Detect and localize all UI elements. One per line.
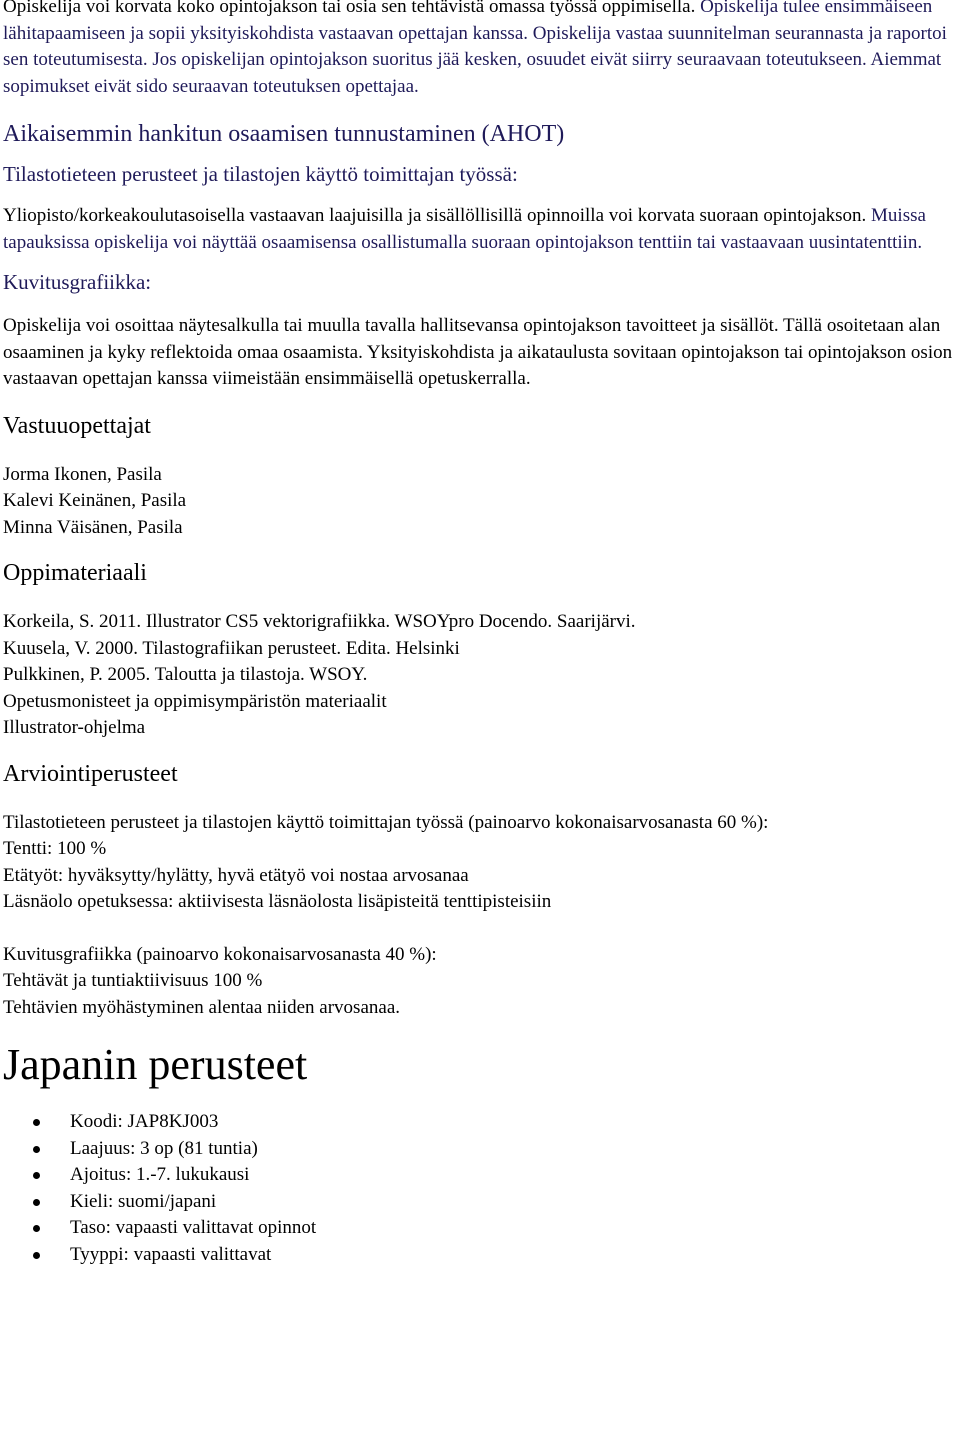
course-title: Japanin perusteet bbox=[3, 1040, 308, 1089]
course-detail-item: Kieli: suomi/japani bbox=[3, 1189, 957, 1216]
intro-paragraph bbox=[3, 0, 957, 100]
intro-text-black: Opiskelija voi korvata koko opintojakson tai osia sen tehtävistä omassa työssä oppimisella. bbox=[3, 0, 696, 17]
teacher-line: Jorma Ikonen, Pasila bbox=[3, 463, 162, 485]
spacer bbox=[3, 916, 957, 942]
assessment-group-statistics bbox=[3, 810, 957, 916]
assessment-line: Läsnäolo opetuksessa: aktiivisesta läsnäolosta lisäpisteitä tenttipisteisiin bbox=[3, 891, 552, 912]
materials-list bbox=[3, 609, 957, 742]
assessment-line: Tehtävät ja tuntiaktiivisuus 100 % bbox=[3, 970, 263, 991]
ahot-illustration-heading: Kuvitusgrafiikka: bbox=[3, 270, 152, 294]
course-detail-item: Koodi: JAP8KJ003 bbox=[3, 1109, 957, 1136]
ahot-statistics-paragraph bbox=[3, 203, 957, 256]
intro-text-navy: Opiskelija tulee ensimmäiseen lähitapaamiseen ja sopii yksityiskohdista vastaavan opettajan kanssa. Opiskelija vastaa suunnitelman seurannasta ja raportoi sen toteutumisesta. Jos opiskelijan opintojakson suoritus jää kesken, osuudet eivät siirry seuraavaan toteutukseen. Aiemmat sopimukset eivät sido seuraavan toteutuksen opettajaa. bbox=[3, 0, 947, 97]
course-detail-item: Laajuus: 3 op (81 tuntia) bbox=[3, 1136, 957, 1163]
assessment-line: Kuvitusgrafiikka (painoarvo kokonaisarvosanasta 40 %): bbox=[3, 943, 437, 965]
ahot-illustration-paragraph: Opiskelija voi osoittaa näytesalkulla tai muulla tavalla hallitsevansa opintojakson tavoitteet ja sisällöt. Tällä osoitetaan alan osaaminen ja kyky reflektoida omaa osaamista. Yksityiskohdista ja aikataulusta sovitaan opintojakson tai opintojakson osion vastaavan opettajan kanssa viimeistään ensimmäisellä opetuskerralla. bbox=[3, 315, 953, 389]
assessment-heading: Arviointiperusteet bbox=[3, 760, 178, 787]
course-detail-item: Tyyppi: vapaasti valittavat bbox=[3, 1242, 957, 1269]
material-line: Pulkkinen, P. 2005. Taloutta ja tilastoja. WSOY. bbox=[3, 664, 368, 685]
ahot-statistics-heading: Tilastotieteen perusteet ja tilastojen käyttö toimittajan työssä: bbox=[3, 162, 518, 186]
material-line: Opetusmonisteet ja oppimisympäristön materiaalit bbox=[3, 690, 387, 712]
material-line: Kuusela, V. 2000. Tilastografiikan perusteet. Edita. Helsinki bbox=[3, 637, 460, 659]
teachers-list bbox=[3, 462, 957, 542]
ahot-statistics-text-black: Yliopisto/korkeakoulutasoisella vastaavan laajuisilla ja sisällöllisillä opinnoilla voi korvata suoraan opintojakson. bbox=[3, 205, 867, 226]
ahot-heading: Aikaisemmin hankitun osaamisen tunnustaminen (AHOT) bbox=[3, 121, 565, 147]
assessment-group-illustration bbox=[3, 942, 957, 1022]
assessment-line: Tentti: 100 % bbox=[3, 838, 107, 859]
teachers-heading: Vastuuopettajat bbox=[3, 412, 151, 439]
ahot-statistics-text-navy: Muissa tapauksissa opiskelija voi näyttää osaamisensa osallistumalla suoraan opintojakson tenttiin tai vastaavaan uusintatenttiin. bbox=[3, 205, 926, 253]
assessment-line: Tilastotieteen perusteet ja tilastojen käyttö toimittajan työssä (painoarvo kokonaisarvosanasta 60 %): bbox=[3, 811, 769, 833]
course-detail-item: Ajoitus: 1.-7. lukukausi bbox=[3, 1162, 957, 1189]
course-details-list bbox=[3, 1109, 957, 1268]
document-page bbox=[3, 0, 957, 1268]
materials-heading: Oppimateriaali bbox=[3, 560, 147, 586]
material-line: Korkeila, S. 2011. Illustrator CS5 vektorigrafiikka. WSOYpro Docendo. Saarijärvi. bbox=[3, 611, 636, 632]
material-line: Illustrator-ohjelma bbox=[3, 717, 146, 738]
teacher-line: Kalevi Keinänen, Pasila bbox=[3, 490, 187, 511]
assessment-line: Etätyöt: hyväksytty/hylätty, hyvä etätyö voi nostaa arvosanaa bbox=[3, 864, 469, 886]
assessment-line: Tehtävien myöhästyminen alentaa niiden arvosanaa. bbox=[3, 996, 400, 1018]
teacher-line: Minna Väisänen, Pasila bbox=[3, 516, 183, 538]
course-detail-item: Taso: vapaasti valittavat opinnot bbox=[3, 1215, 957, 1242]
